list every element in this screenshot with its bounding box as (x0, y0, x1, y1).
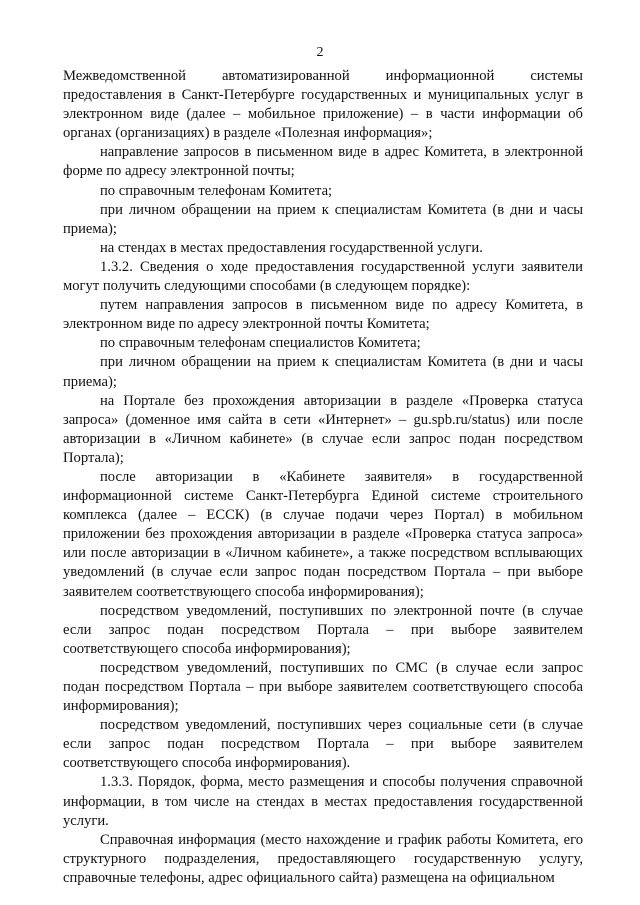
paragraph: путем направления запросов в письменном виде по адресу Комитета, в электронном виде по адресу электронной почты Комитета; (63, 297, 583, 333)
page-number: 2 (316, 45, 324, 60)
section-paragraph: 1.3.3. Порядок, форма, место размещения и способы получения справочной информации, в том числе на стендах в местах предоставления государственной услуги. (63, 774, 583, 829)
paragraph: по справочным телефонам Комитета; (100, 182, 333, 199)
paragraph: по справочным телефонам специалистов Комитета; (100, 335, 421, 352)
paragraph: после авторизации в «Кабинете заявителя» в государственной информационной системе Санкт-Петербурга Единой системе строительного комплекса (далее – ЕССК) (в случае подачи через Портал) в мобильном приложении без прохождения авторизации в разделе «Проверка статуса запроса» или после авторизации в «Личном кабинете», а также посредством всплывающих уведомлений (в случае если запрос подан посредством Портала – при выборе заявителем соответствующего способа информирования); (63, 468, 583, 600)
paragraph: посредством уведомлений, поступивших по электронной почте (в случае если запрос подан посредством Портала – при выборе заявителем соответствующего способа информирования); (63, 602, 583, 657)
paragraph: на стендах в местах предоставления государственной услуги. (100, 239, 483, 256)
paragraph: посредством уведомлений, поступивших по СМС (в случае если запрос подан посредством Портала – при выборе заявителем соответствующего способа информирования); (63, 659, 583, 715)
paragraph: направление запросов в письменном виде в адрес Комитета, в электронной форме по адресу электронной почты; (63, 144, 583, 180)
paragraph: при личном обращении на прием к специалистам Комитета (в дни и часы приема); (63, 354, 583, 390)
paragraph: Межведомственной автоматизированной информационной системы предоставления в Санкт-Петербурге государственных и муниципальных услуг в электронном виде (далее – мобильное приложение) – в части информации об органах (организациях) в разделе «Полезная информация»; (63, 68, 583, 142)
section-paragraph: 1.3.2. Сведения о ходе предоставления государственной услуги заявители могут получить следующими способами (в следующем порядке): (63, 258, 583, 295)
paragraph: на Портале без прохождения авторизации в разделе «Проверка статуса запроса» (доменное имя сайта в сети «Интернет» – gu.spb.ru/status) или после авторизации в «Личном кабинете» (в случае если запрос подан посредством Портала); (63, 392, 583, 466)
paragraph: Справочная информация (место нахождение и график работы Комитета, его структурного подразделения, предоставляющего государственную услугу, справочные телефоны, адрес официального сайта) размещена на официальном (63, 831, 583, 886)
paragraph: посредством уведомлений, поступивших через социальные сети (в случае если запрос подан посредством Портала – при выборе заявителем соответствующего способа информирования). (63, 717, 583, 772)
document-body (63, 67, 583, 888)
paragraph: при личном обращении на прием к специалистам Комитета (в дни и часы приема); (63, 201, 583, 237)
